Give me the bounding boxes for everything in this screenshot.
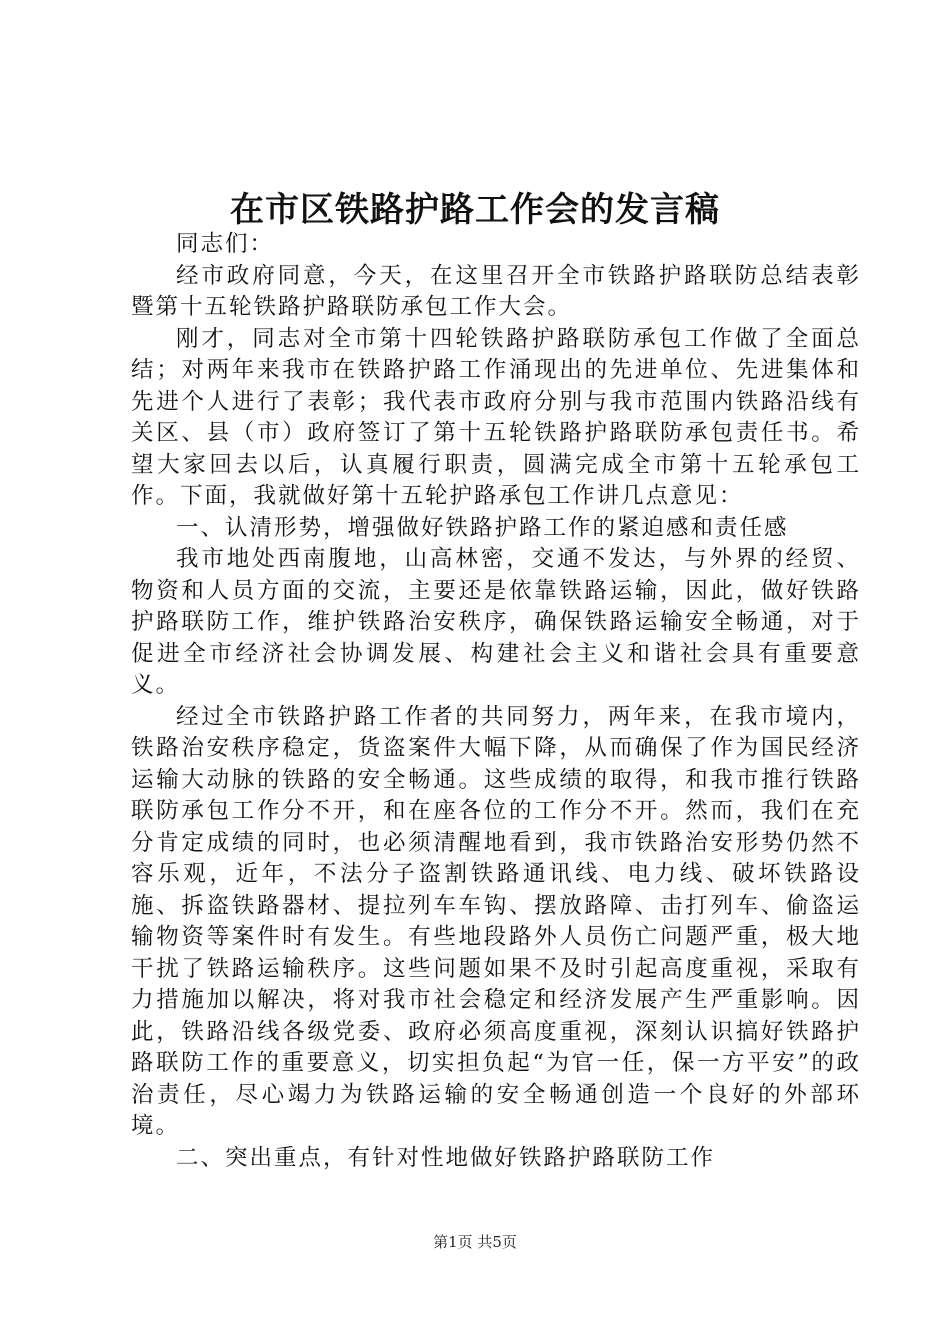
section-heading: 一、认清形势，增强做好铁路护路工作的紧迫感和责任感 (176, 514, 789, 541)
page-number-footer: 第1页 共5页 (433, 1233, 517, 1251)
body-paragraph: 经市政府同意，今天，在这里召开全市铁路护路联防总结表彰暨第十五轮铁路护路联防承包工作大会。 (131, 262, 861, 320)
document-body (131, 229, 861, 1174)
document-title: 在市区铁路护路工作会的发言稿 (230, 190, 720, 230)
body-paragraph: 刚才，同志对全市第十四轮铁路护路联防承包工作做了全面总结；对两年来我市在铁路护路工作涌现出的先进单位、先进集体和先进个人进行了表彰；我代表市政府分别与我市范围内铁路沿线有关区、县（市）政府签订了第十五轮铁路护路联防承包责任书。希望大家回去以后，认真履行职责，圆满完成全市第十五轮承包工作。下面，我就做好第十五轮护路承包工作讲几点意见： (131, 325, 861, 509)
section-heading: 二、突出重点，有针对性地做好铁路护路联防工作 (176, 1144, 716, 1171)
body-paragraph: 经过全市铁路护路工作者的共同努力，两年来，在我市境内，铁路治安秩序稳定，货盗案件大幅下降，从而确保了作为国民经济运输大动脉的铁路的安全畅通。这些成绩的取得，和我市推行铁路联防承包工作分不开，和在座各位的工作分不开。然而，我们在充分肯定成绩的同时，也必须清醒地看到，我市铁路治安形势仍然不容乐观，近年，不法分子盗割铁路通讯线、电力线、破坏铁路设施、拆盗铁路器材、提拉列车车钩、摆放路障、击打列车、偷盗运输物资等案件时有发生。有些地段路外人员伤亡问题严重，极大地干扰了铁路运输秩序。这些问题如果不及时引起高度重视，采取有力措施加以解决，将对我市社会稳定和经济发展产生严重影响。因此，铁路沿线各级党委、政府必须高度重视，深刻认识搞好铁路护路联防工作的重要意义，切实担负起“为官一任，保一方平安”的政治责任，尽心竭力为铁路运输的安全畅通创造一个良好的外部环境。 (131, 703, 861, 1139)
salutation-paragraph: 同志们： (176, 231, 275, 257)
body-paragraph: 我市地处西南腹地，山高林密，交通不发达，与外界的经贸、物资和人员方面的交流，主要还是依靠铁路运输，因此，做好铁路护路联防工作，维护铁路治安秩序，确保铁路运输安全畅通，对于促进全市经济社会协调发展、构建社会主义和谐社会具有重要意义。 (131, 546, 861, 698)
